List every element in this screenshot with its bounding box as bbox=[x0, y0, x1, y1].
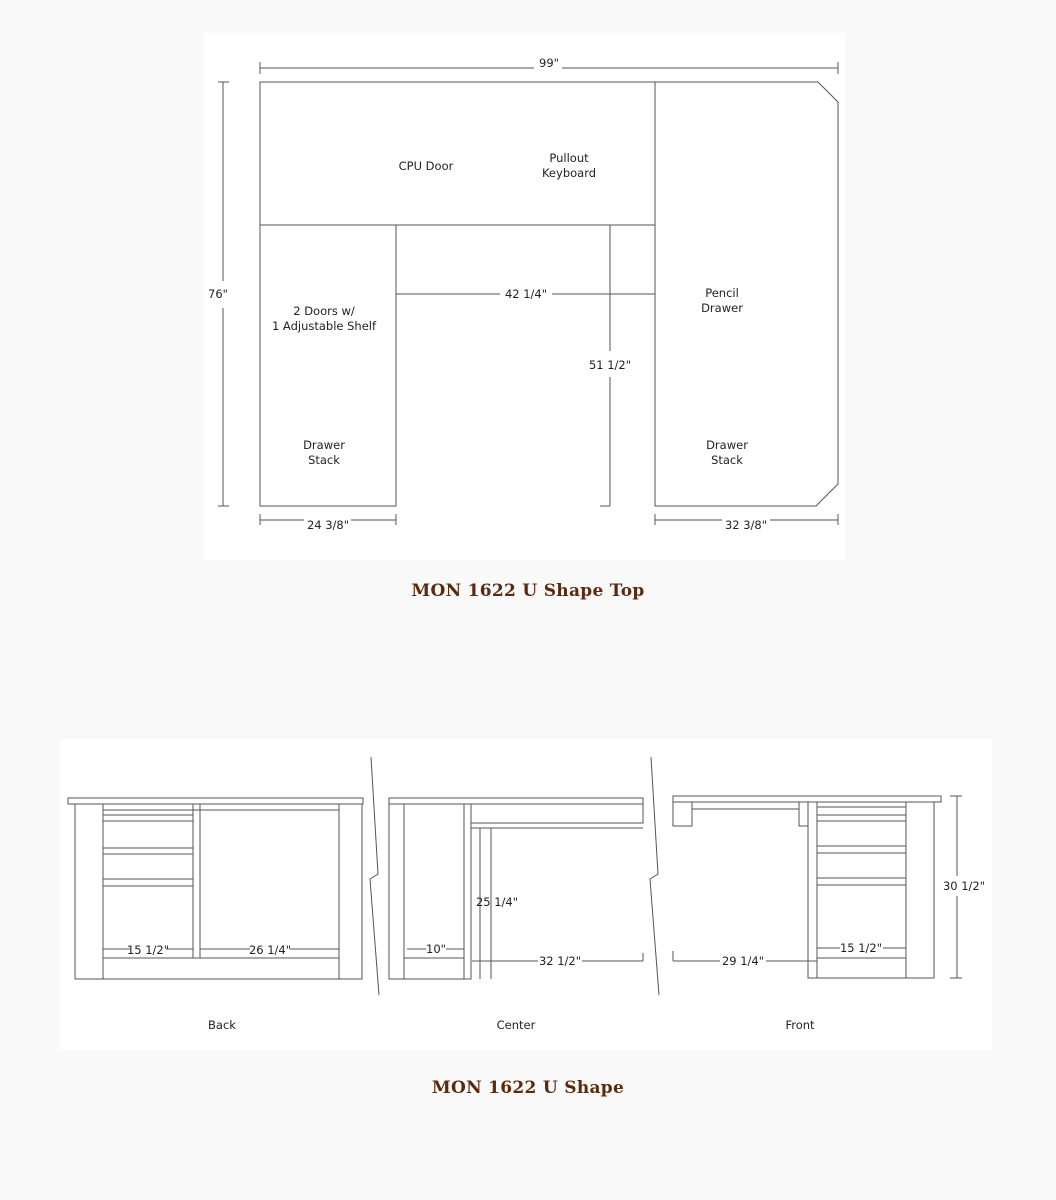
back-dim-right-label: 26 1/4" bbox=[248, 943, 292, 957]
back-view-label: Back bbox=[208, 1018, 236, 1032]
front-dim-right-label: 15 1/2" bbox=[839, 941, 883, 955]
break-line-right bbox=[650, 757, 659, 995]
front-dim-left-label: 29 1/4" bbox=[721, 954, 765, 968]
center-dim-height-label: 25 1/4" bbox=[475, 895, 519, 909]
pencil-drawer-label-line2: Drawer bbox=[701, 301, 743, 315]
right-width-label: 32 3/8" bbox=[724, 518, 768, 532]
top-plan-panel bbox=[204, 33, 845, 560]
center-view-label: Center bbox=[496, 1018, 536, 1032]
pullout-label-line2: Keyboard bbox=[541, 166, 597, 180]
top-bridge-outline bbox=[260, 82, 655, 225]
pullout-label-line1: Pullout bbox=[549, 151, 589, 165]
left-doors-label-line1: 2 Doors w/ bbox=[293, 304, 355, 318]
right-drawer-label-line2: Stack bbox=[711, 453, 743, 467]
pencil-drawer-label-line1: Pencil bbox=[705, 286, 739, 300]
elevations-caption: MON 1622 U Shape bbox=[431, 1078, 625, 1098]
right-drawer-label-line1: Drawer bbox=[706, 438, 748, 452]
opening-depth-label: 51 1/2" bbox=[588, 358, 632, 372]
front-elevation bbox=[673, 796, 962, 978]
left-drawer-label-line1: Drawer bbox=[303, 438, 345, 452]
overall-depth-label: 76" bbox=[208, 287, 228, 301]
back-dim-left-label: 15 1/2" bbox=[126, 943, 170, 957]
left-drawer-label-line2: Stack bbox=[308, 453, 340, 467]
cpu-door-label: CPU Door bbox=[398, 159, 454, 173]
elevations-drawing bbox=[60, 739, 992, 1050]
center-dim-left-label: 10" bbox=[426, 942, 446, 956]
break-line-left bbox=[370, 757, 379, 995]
front-dim-height-label: 30 1/2" bbox=[942, 879, 986, 893]
back-elevation bbox=[68, 798, 363, 979]
overall-width-label: 99" bbox=[539, 56, 559, 70]
left-width-label: 24 3/8" bbox=[306, 518, 350, 532]
front-view-label: Front bbox=[785, 1018, 815, 1032]
top-plan-caption: MON 1622 U Shape Top bbox=[411, 581, 645, 601]
top-plan-drawing bbox=[204, 33, 845, 560]
center-dim-right-label: 32 1/2" bbox=[538, 954, 582, 968]
left-doors-label-line2: 1 Adjustable Shelf bbox=[271, 319, 377, 333]
opening-width-label: 42 1/4" bbox=[504, 287, 548, 301]
elevations-panel bbox=[60, 739, 992, 1050]
